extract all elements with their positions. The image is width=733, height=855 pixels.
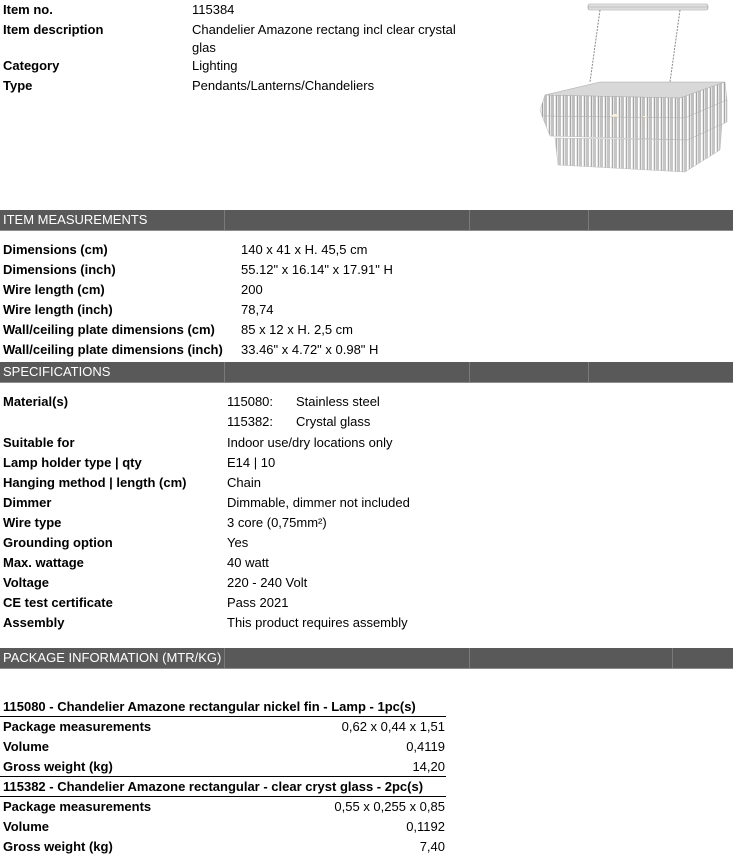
item-description-label: Item description [3, 22, 104, 37]
item-description-value: Chandelier Amazone rectang incl clear crystal [192, 22, 456, 37]
package-information-header [0, 648, 733, 668]
package-row-label: Volume [3, 739, 49, 754]
spec-value: Dimmable, dimmer not included [227, 495, 410, 510]
measure-label: Wall/ceiling plate dimensions (cm) [3, 322, 215, 337]
package-row-value: 14,20 [412, 759, 445, 774]
package-group-title: 115080 - Chandelier Amazone rectangular nickel fin - Lamp - 1pc(s) [3, 699, 416, 714]
package-row-label: Package measurements [3, 719, 152, 734]
material-name: Crystal glass [296, 414, 371, 429]
chandelier-photo-icon [530, 0, 733, 180]
spec-value: E14 | 10 [227, 455, 276, 470]
spec-label: Max. wattage [3, 555, 84, 570]
package-row-value: 0,4119 [406, 739, 445, 754]
type-value: Pendants/Lanterns/Chandeliers [192, 78, 375, 93]
package-row-label: Volume [3, 819, 49, 834]
spec-label: Lamp holder type | qty [3, 455, 142, 470]
measure-label: Dimensions (inch) [3, 262, 116, 277]
spec-label: Hanging method | length (cm) [3, 475, 187, 490]
measure-label: Wire length (inch) [3, 302, 113, 317]
package-row-value: 0,1192 [406, 819, 445, 834]
spec-value: This product requires assembly [227, 615, 408, 630]
package-row-label: Gross weight (kg) [3, 839, 113, 854]
package-row-label: Gross weight (kg) [3, 759, 113, 774]
spec-label: Assembly [3, 615, 65, 630]
item-no-label: Item no. [3, 2, 53, 17]
spec-value: Chain [227, 475, 261, 490]
measure-value: 55.12" x 16.14" x 17.91" H [241, 262, 393, 277]
specifications-title: SPECIFICATIONS [3, 364, 111, 379]
spec-value: Pass 2021 [227, 595, 289, 610]
item-measurements-title: ITEM MEASUREMENTS [3, 212, 148, 227]
materials-label: Material(s) [3, 394, 69, 409]
spec-value: Yes [227, 535, 249, 550]
measure-value: 78,74 [241, 302, 274, 317]
spec-label: Dimmer [3, 495, 52, 510]
spec-value: 220 - 240 Volt [227, 575, 308, 590]
measure-label: Wall/ceiling plate dimensions (inch) [3, 342, 223, 357]
measure-label: Dimensions (cm) [3, 242, 108, 257]
item-measurements-header [0, 210, 733, 230]
spec-label: Voltage [3, 575, 49, 590]
spec-label: CE test certificate [3, 595, 113, 610]
material-code: 115382: [227, 414, 274, 429]
item-no-value: 115384 [192, 2, 235, 17]
item-description-value-cont: glas [192, 40, 216, 55]
measure-value: 33.46" x 4.72" x 0.98" H [241, 342, 379, 357]
measure-value: 200 [241, 282, 263, 297]
measure-value: 140 x 41 x H. 45,5 cm [241, 242, 368, 257]
package-row-value: 0,55 x 0,255 x 0,85 [334, 799, 445, 814]
category-value: Lighting [192, 58, 238, 73]
spec-label: Grounding option [3, 535, 113, 550]
package-row-value: 0,62 x 0,44 x 1,51 [341, 719, 445, 734]
package-row-value: 7,40 [419, 839, 445, 854]
material-code: 115080: [227, 394, 274, 409]
specifications-header [0, 362, 733, 382]
package-information-title: PACKAGE INFORMATION (MTR/KG) [3, 650, 222, 665]
type-label: Type [3, 78, 33, 93]
material-name: Stainless steel [296, 394, 380, 409]
spec-label: Wire type [3, 515, 62, 530]
measure-value: 85 x 12 x H. 2,5 cm [241, 322, 353, 337]
category-label: Category [3, 58, 60, 73]
spec-value: 3 core (0,75mm²) [227, 515, 327, 530]
spec-label: Suitable for [3, 435, 75, 450]
spec-value: Indoor use/dry locations only [227, 435, 393, 450]
spec-value: 40 watt [227, 555, 269, 570]
package-row-label: Package measurements [3, 799, 152, 814]
package-group-title: 115382 - Chandelier Amazone rectangular - clear cryst glass - 2pc(s) [3, 779, 424, 794]
measure-label: Wire length (cm) [3, 282, 105, 297]
